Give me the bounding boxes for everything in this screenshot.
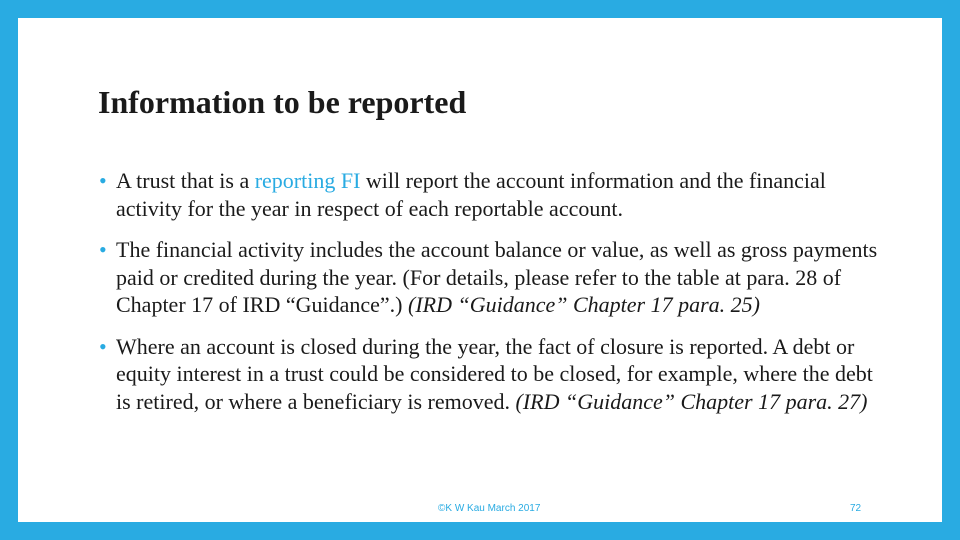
bullet-text: Where an account is closed during the year, the fact of closure is reported. A debt or equity interest in a trust could be considered to be closed, for example, where the debt is retired, or where a beneficiary is removed.: [116, 333, 873, 414]
highlighted-term: reporting FI: [254, 168, 361, 193]
bullet-text: will report the account information and the financial activity for the year in respect of each reportable account.: [116, 168, 826, 221]
bullet-text: The financial activity includes the account balance or value, as well as gross payments paid or credited during the year. (For details, please refer to the table at para. 28 of Chapter 17 of IRD “Guidance”.): [116, 237, 878, 317]
bullet-item: [99, 333, 879, 416]
bullet-dot-icon: •: [99, 237, 107, 262]
bullet-item: [99, 236, 879, 319]
bullet-list: [99, 167, 879, 429]
bullet-item: [99, 167, 879, 222]
citation: (IRD “Guidance” Chapter 17 para. 25): [408, 292, 760, 317]
bullet-dot-icon: •: [99, 168, 107, 193]
footer-credit: ©K W Kau March 2017: [438, 503, 541, 514]
bullet-text: A trust that is a: [116, 168, 255, 193]
slide: [18, 18, 942, 522]
slide-number: 72: [850, 503, 862, 514]
slide-title: Information to be reported: [98, 84, 467, 120]
bullet-dot-icon: •: [99, 333, 107, 359]
citation: (IRD “Guidance” Chapter 17 para. 27): [515, 388, 868, 414]
